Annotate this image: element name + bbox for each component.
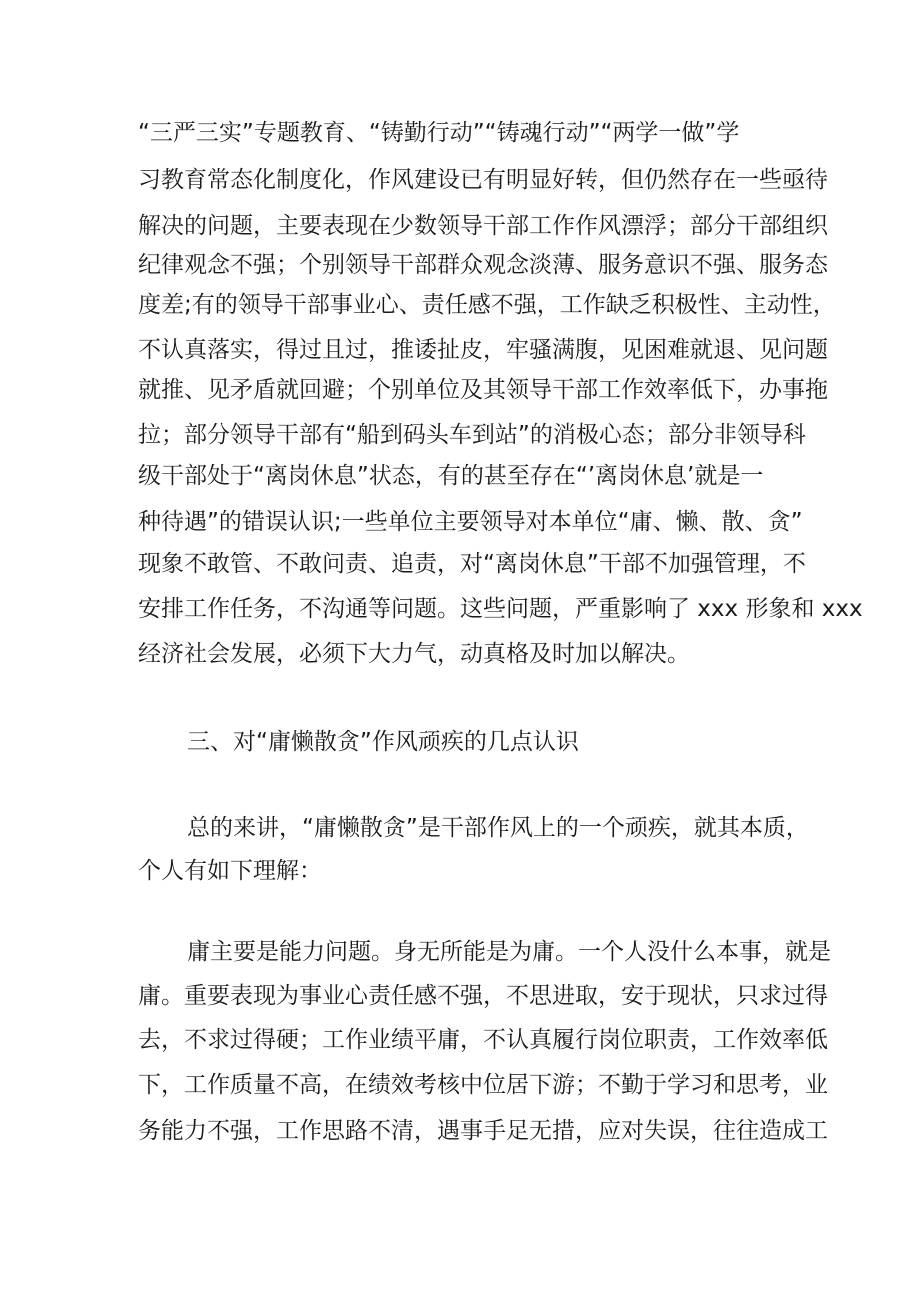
paragraph2-line-2: 个人有如下理解： [138,858,322,884]
paragraph1-line-3: 解决的问题，主要表现在少数领导干部工作作风漂浮；部分干部组织 [138,213,828,239]
paragraph3-line-1: 庸主要是能力问题。身无所能是为庸。一个人没什么本事，就是 [187,939,831,965]
paragraph3-line-3: 去，不求过得硬；工作业绩平庸，不认真履行岗位职责，工作效率低 [138,1027,828,1053]
paragraph1-line-1: “三严三实”专题教育、“铸勤行动”“铸魂行动”“两学一做”学 [138,120,740,146]
section-heading: 三、对“庸懒散贪”作风顽疾的几点认识 [187,729,579,755]
paragraph1-line-7: 就推、见矛盾就回避；个别单位及其领导干部工作效率低下，办事拖 [138,377,828,403]
paragraph1-line-6: 不认真落实，得过且过，推诿扯皮，牢骚满腹，见困难就退、见问题 [138,337,828,363]
paragraph1-line-8: 拉；部分领导干部有“船到码头车到站”的消极心态；部分非领导科 [138,422,806,448]
paragraph1-line-2: 习教育常态化制度化，作风建设已有明显好转，但仍然存在一些亟待 [138,167,828,193]
paragraph3-line-5: 务能力不强，工作思路不清，遇事手足无措，应对失误，往往造成工 [138,1118,828,1144]
paragraph1-line-12: 安排工作任务，不沟通等问题。这些问题，严重影响了 xxx 形象和 xxx [138,596,863,622]
paragraph1-line-10: 种待遇”的错误认识;一些单位主要领导对本单位“庸、懒、散、贪” [138,509,803,535]
paragraph3-line-2: 庸。重要表现为事业心责任感不强，不思进取，安于现状，只求过得 [138,983,828,1009]
paragraph3-line-4: 下，工作质量不高，在绩效考核中位居下游；不勤于学习和思考，业 [138,1072,828,1098]
paragraph1-line-4: 纪律观念不强；个别领导干部群众观念淡薄、服务意识不强、服务态 [138,252,828,278]
paragraph2-line-1: 总的来讲，“庸懒散贪”是干部作风上的一个顽疾，就其本质， [187,815,809,841]
paragraph1-line-5: 度差;有的领导干部事业心、责任感不强，工作缺乏积极性、主动性， [138,292,836,318]
paragraph1-line-11: 现象不敢管、不敢问责、追责，对“离岗休息”干部不加强管理，不 [138,551,806,577]
paragraph1-line-13: 经济社会发展，必须下大力气，动真格及时加以解决。 [138,641,690,667]
paragraph1-line-9: 级干部处于“离岗休息”状态，有的甚至存在“’离岗休息’就是一 [138,463,764,489]
